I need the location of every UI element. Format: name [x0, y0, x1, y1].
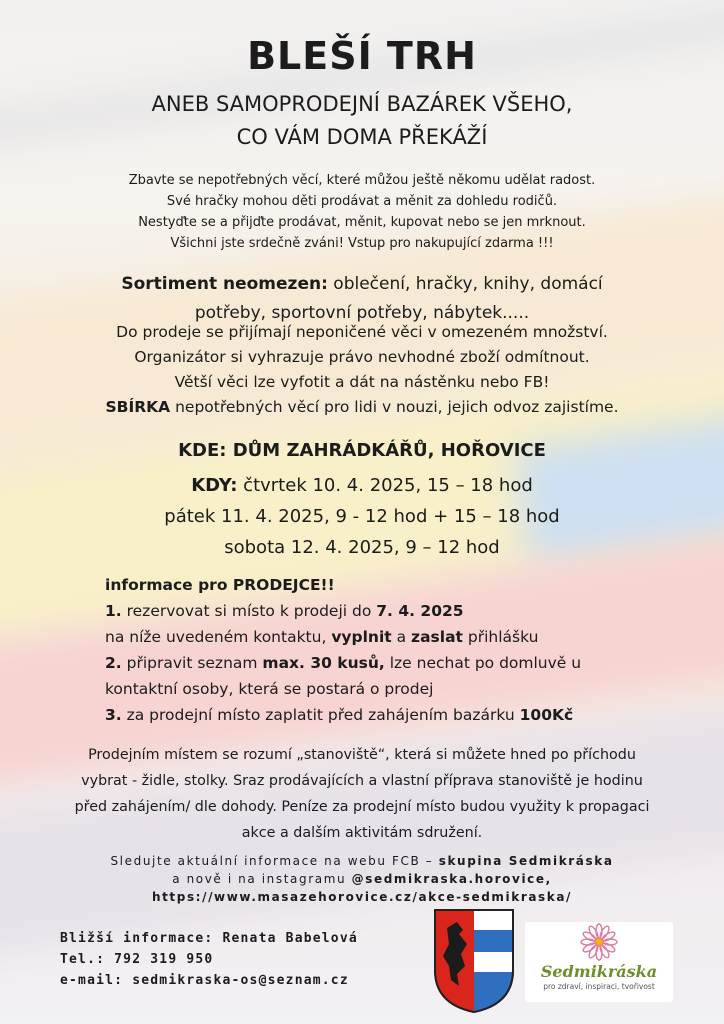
note-line: akce a dalším aktivitám sdružení. [241, 825, 483, 841]
intro-line: Všichni jste srdečně zváni! Vstup pro nakupující zdarma !!! [170, 236, 554, 251]
intro-line: Zbavte se nepotřebných věcí, které můžou ještě někomu udělat radost. [128, 173, 596, 188]
rule-line: Větší věci lze vyfotit a dát na nástěnku nebo FB! [174, 373, 550, 391]
contact-block [60, 928, 358, 991]
event-date-2: pátek 11. 4. 2025, 9 - 12 hod + 15 – 18 hod [164, 506, 560, 527]
contact-phone[interactable]: Tel.: 792 319 950 [60, 952, 214, 967]
collection-text: nepotřebných věcí pro lidi v nouzi, jejich odvoz zajistíme. [170, 398, 619, 416]
seller-step-2-cont: kontaktní osoby, která se postará o prodej [105, 680, 434, 698]
assortment-line-2: potřeby, sportovní potřeby, nábytek..... [194, 303, 530, 323]
fb-group-link[interactable]: skupina Sedmikráska [438, 854, 614, 868]
poster-subtitle-line-2: CO VÁM DOMA PŘEKÁŽÍ [236, 125, 488, 149]
event-location: KDE: DŮM ZAHRÁDKÁŘŮ, HOŘOVICE [178, 440, 546, 461]
intro-text [0, 170, 724, 254]
website-link[interactable]: https://www.masazehorovice.cz/akce-sedmikraska/ [151, 890, 573, 904]
stall-note [0, 742, 724, 846]
intro-line: Své hračky mohou děti prodávat a měnit za dohledu rodičů. [166, 194, 558, 209]
contact-email[interactable]: e-mail: sedmikraska-os@seznam.cz [60, 973, 349, 988]
assortment-text: oblečení, hračky, knihy, domácí [327, 274, 603, 294]
seller-heading: informace pro PRODEJCE!! [105, 576, 335, 594]
collection-line [0, 395, 724, 420]
daisy-icon [525, 922, 673, 964]
poster-subtitle-line-1: ANEB SAMOPRODEJNÍ BAZÁREK VŠEHO, [151, 92, 573, 116]
seller-step-1: 1. rezervovat si místo k prodeji do 7. 4. 2025 [105, 602, 464, 620]
contact-person: Bližší informace: Renata Babelová [60, 931, 358, 946]
logo-name: Sedmikráska [540, 962, 658, 981]
collection-label: SBÍRKA [105, 398, 171, 416]
rules-block [0, 320, 724, 420]
intro-line: Nestyďte se a přijďte prodávat, měnit, kupovat nebo se jen mrknout. [138, 215, 586, 230]
rule-line: Do prodeje se přijímají neponičené věci v omezeném množství. [116, 323, 608, 341]
horovice-coat-of-arms-icon [433, 908, 515, 1014]
seller-step-1-cont: na níže uvedeném kontaktu, vyplnit a zaslat přihlášku [105, 628, 539, 646]
note-line: Prodejním místem se rozumí „stanoviště“, která si můžete hned po příchodu [88, 747, 636, 763]
seller-fee: 100Kč [519, 706, 574, 724]
assortment-line-1 [0, 270, 724, 299]
when-label: KDY: [191, 475, 238, 496]
poster-title: BLEŠÍ TRH [247, 34, 477, 78]
seller-step-3: 3. za prodejní místo zaplatit před zahájením bazárku 100Kč [105, 706, 574, 724]
assortment-label: Sortiment neomezen: [121, 274, 328, 294]
footer-line-2: a nově i na instagramu @sedmikraska.horovice, [172, 872, 552, 886]
reservation-deadline: 7. 4. 2025 [376, 602, 464, 620]
event-dates [0, 470, 724, 563]
event-date-3: sobota 12. 4. 2025, 9 – 12 hod [224, 537, 500, 558]
footer-social [0, 852, 724, 906]
footer-line-1: Sledujte aktuální informace na webu FCB – skupina Sedmikráska [110, 854, 614, 868]
sedmikraska-logo [525, 922, 673, 1002]
seller-info [105, 572, 581, 728]
event-date-1: KDY: čtvrtek 10. 4. 2025, 15 – 18 hod [191, 475, 533, 496]
note-line: vybrat - židle, stolky. Sraz prodávajících a vlastní příprava stanoviště je hodinu [81, 773, 643, 789]
rule-line: Organizátor si vyhrazuje právo nevhodné zboží odmítnout. [134, 348, 590, 366]
seller-step-2: 2. připravit seznam max. 30 kusů, lze nechat po domluvě u [105, 654, 582, 672]
note-line: před zahájením/ dle dohody. Peníze za prodejní místo budou využity k propagaci [74, 799, 650, 815]
instagram-handle[interactable]: @sedmikraska.horovice, [351, 872, 552, 886]
logo-tagline: pro zdraví, inspiraci, tvořivost [543, 982, 655, 991]
